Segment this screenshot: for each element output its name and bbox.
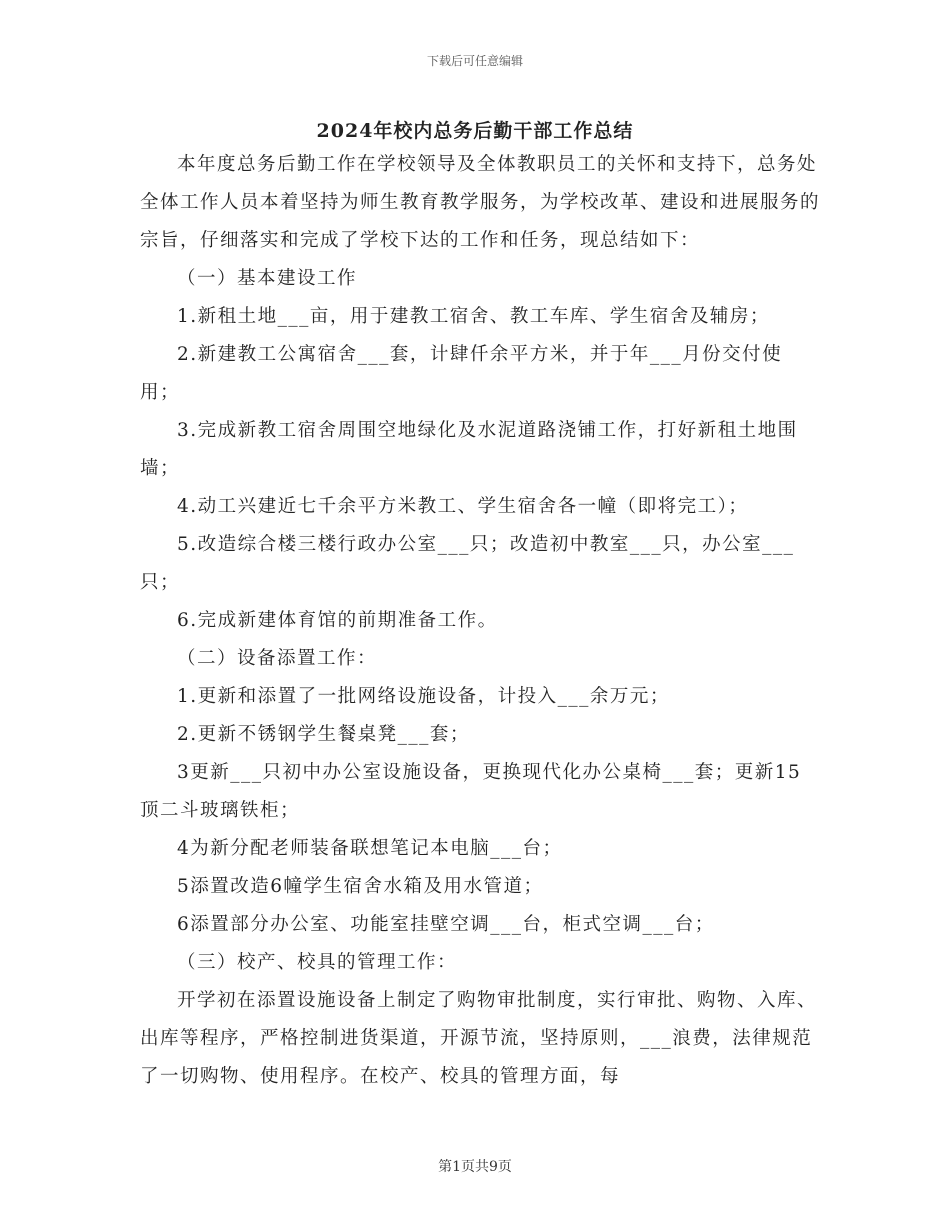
list-item: 6添置部分办公室、功能室挂壁空调___台，柜式空调___台； [177, 914, 715, 935]
list-item: 5添置改造6幢学生宿舍水箱及用水管道； [177, 876, 544, 897]
list-item: 3.完成新教工宿舍周围空地绿化及水泥道路浇铺工作，打好新租土地围墙； [140, 420, 798, 479]
list-item: 3更新___只初中办公室设施设备，更换现代化办公桌椅___套；更新15顶二斗玻璃铁柜； [140, 762, 802, 821]
section-heading-equipment: （二）设备添置工作： [177, 648, 378, 669]
section-heading-construction: （一）基本建设工作 [177, 268, 358, 289]
list-item: 2.更新不锈钢学生餐桌凳___套； [177, 724, 470, 745]
document-body [140, 146, 820, 1096]
paragraph-intro: 本年度总务后勤工作在学校领导及全体教职员工的关怀和支持下，总务处全体工作人员本着坚持为师生教育教学服务，为学校改革、建设和进展服务的宗旨，仔细落实和完成了学校下达的工作和任务，现总结如下： [140, 154, 821, 251]
list-item: 4为新分配老师装备联想笔记本电脑___台； [177, 838, 563, 859]
list-item: 4.动工兴建近七千余平方米教工、学生宿舍各一幢（即将完工）； [177, 496, 749, 517]
list-item: 6.完成新建体育馆的前期准备工作。 [177, 610, 498, 631]
list-item: 2.新建教工公寓宿舍___套，计肆仟余平方米，并于年___月份交付使用； [140, 344, 783, 403]
list-item: 5.改造综合楼三楼行政办公室___只；改造初中教室___只，办公室___只； [140, 534, 795, 593]
list-item: 1.新租土地___亩，用于建教工宿舍、教工车库、学生宿舍及辅房； [177, 306, 770, 327]
page-footer: 第1页共9页 [438, 1159, 512, 1175]
list-item: 1.更新和添置了一批网络设施设备，计投入___余万元； [177, 686, 670, 707]
page-header: 下载后可任意编辑 [426, 54, 523, 68]
document-title: 2024年校内总务后勤干部工作总结 [316, 120, 634, 142]
section-heading-management: （三）校产、校具的管理工作： [177, 952, 458, 973]
paragraph-management: 开学初在添置设施设备上制定了购物审批制度，实行审批、购物、入库、出库等程序，严格控制进货渠道，开源节流，坚持原则，___浪费，法律规范了一切购物、使用程序。在校产、校具的管理方面，每 [140, 990, 818, 1087]
